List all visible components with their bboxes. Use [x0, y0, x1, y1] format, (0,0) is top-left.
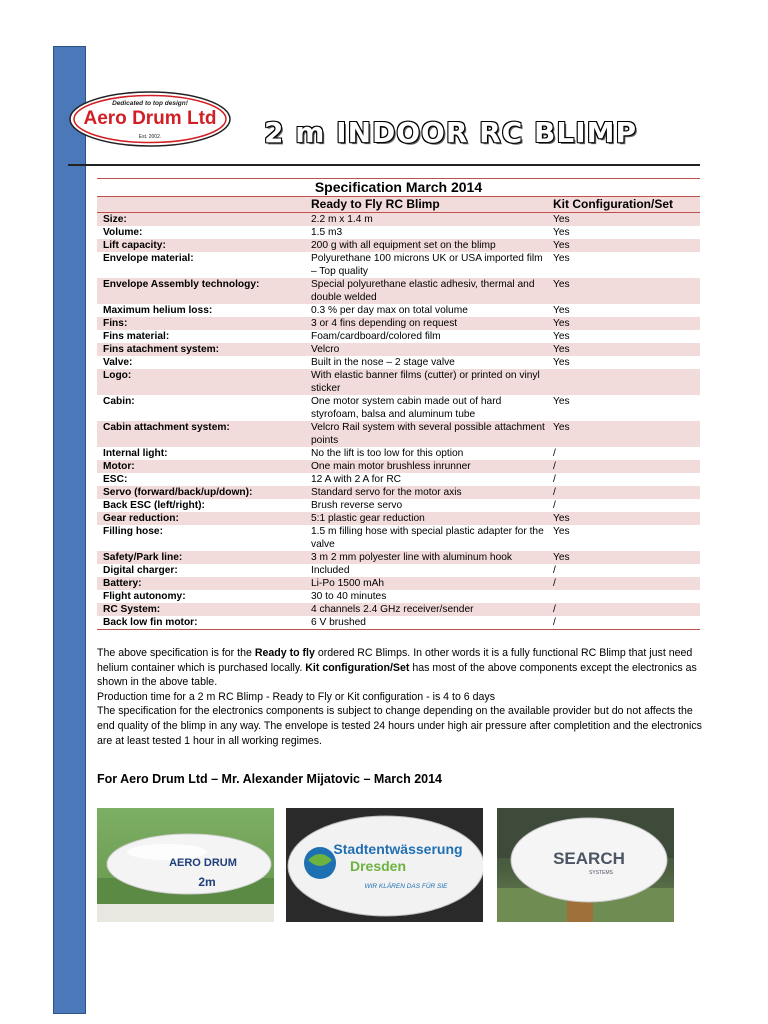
table-row: [97, 577, 700, 590]
table-row: [97, 499, 700, 512]
table-row: [97, 343, 700, 356]
row-label: Back low fin motor:: [97, 616, 305, 630]
note-text: ordered RC Blimps. In other words it is a fully functional RC Blimp that just need helium container which is purchased locally.: [97, 647, 693, 674]
row-label: Logo:: [97, 369, 305, 395]
row-label: Motor:: [97, 460, 305, 473]
header-divider: [68, 164, 700, 166]
photo-2-text-3: WIR KLÄREN DAS FÜR SIE: [364, 883, 448, 890]
blimp-photo-search-systems: [497, 808, 674, 922]
table-row: [97, 460, 700, 473]
row-label: Back ESC (left/right):: [97, 499, 305, 512]
row-kit-value: Yes: [547, 512, 700, 525]
table-row: [97, 252, 700, 278]
row-label: Envelope Assembly technology:: [97, 278, 305, 304]
row-label: Size:: [97, 213, 305, 227]
table-caption: Specification March 2014: [97, 179, 700, 197]
table-row: [97, 213, 700, 227]
table-row: [97, 590, 700, 603]
row-ready-to-fly-value: 30 to 40 minutes: [305, 590, 547, 603]
row-kit-value: /: [547, 486, 700, 499]
table-header-row: [97, 197, 700, 213]
table-row: [97, 603, 700, 616]
table-row: [97, 369, 700, 395]
table-row: [97, 525, 700, 551]
logo-tagline: Dedicated to top design!: [112, 100, 188, 107]
table-row: [97, 239, 700, 252]
table-row: [97, 616, 700, 630]
table-row: [97, 304, 700, 317]
sidebar-accent-bar: [53, 46, 86, 1014]
row-kit-value: Yes: [547, 525, 700, 551]
row-ready-to-fly-value: 3 m 2 mm polyester line with aluminum hook: [305, 551, 547, 564]
row-kit-value: /: [547, 499, 700, 512]
row-ready-to-fly-value: Polyurethane 100 microns UK or USA imported film – Top quality: [305, 252, 547, 278]
note-emphasis: Kit configuration/Set: [305, 661, 410, 674]
note-text: The above specification is for the: [97, 647, 255, 659]
row-label: Digital charger:: [97, 564, 305, 577]
row-label: Filling hose:: [97, 525, 305, 551]
photo-3-text-2: SYSTEMS: [589, 870, 613, 876]
table-row: [97, 486, 700, 499]
photo-2-text-2: Dresden: [349, 858, 407, 874]
row-ready-to-fly-value: Foam/cardboard/colored film: [305, 330, 547, 343]
specification-table: [97, 178, 700, 630]
row-ready-to-fly-value: One motor system cabin made out of hard styrofoam, balsa and aluminum tube: [305, 395, 547, 421]
row-ready-to-fly-value: 3 or 4 fins depending on request: [305, 317, 547, 330]
row-kit-value: Yes: [547, 330, 700, 343]
note-paragraph: [97, 646, 705, 690]
row-ready-to-fly-value: 4 channels 2.4 GHz receiver/sender: [305, 603, 547, 616]
row-ready-to-fly-value: Special polyurethane elastic adhesiv, thermal and double welded: [305, 278, 547, 304]
row-label: Maximum helium loss:: [97, 304, 305, 317]
row-ready-to-fly-value: With elastic banner films (cutter) or printed on vinyl sticker: [305, 369, 547, 395]
row-ready-to-fly-value: 1.5 m filling hose with special plastic adapter for the valve: [305, 525, 547, 551]
row-label: Fins:: [97, 317, 305, 330]
row-label: Cabin:: [97, 395, 305, 421]
row-label: Lift capacity:: [97, 239, 305, 252]
table-row: [97, 356, 700, 369]
row-ready-to-fly-value: 0.3 % per day max on total volume: [305, 304, 547, 317]
blimp-photo-aero-drum: [97, 808, 274, 922]
row-label: Servo (forward/back/up/down):: [97, 486, 305, 499]
row-ready-to-fly-value: Li-Po 1500 mAh: [305, 577, 547, 590]
table-row: [97, 278, 700, 304]
row-label: Fins material:: [97, 330, 305, 343]
row-kit-value: Yes: [547, 252, 700, 278]
row-ready-to-fly-value: Brush reverse servo: [305, 499, 547, 512]
row-ready-to-fly-value: 6 V brushed: [305, 616, 547, 630]
row-label: Envelope material:: [97, 252, 305, 278]
row-ready-to-fly-value: Velcro: [305, 343, 547, 356]
row-kit-value: /: [547, 616, 700, 630]
column-header-label: [97, 197, 305, 213]
row-ready-to-fly-value: Velcro Rail system with several possible attachment points: [305, 421, 547, 447]
table-row: [97, 317, 700, 330]
row-kit-value: [547, 369, 700, 395]
row-label: Volume:: [97, 226, 305, 239]
column-header-ready-to-fly: Ready to Fly RC Blimp: [305, 197, 547, 213]
row-ready-to-fly-value: 2.2 m x 1.4 m: [305, 213, 547, 227]
row-kit-value: Yes: [547, 213, 700, 227]
row-ready-to-fly-value: 5:1 plastic gear reduction: [305, 512, 547, 525]
row-kit-value: /: [547, 473, 700, 486]
table-body: [97, 213, 700, 630]
table-row: [97, 512, 700, 525]
row-ready-to-fly-value: 12 A with 2 A for RC: [305, 473, 547, 486]
blimp-photo-dresden: [286, 808, 483, 922]
table-caption-row: [97, 179, 700, 197]
logo-est: Est. 2002.: [138, 134, 162, 140]
photo-1-text-1: AERO DRUM: [169, 857, 237, 869]
row-kit-value: Yes: [547, 551, 700, 564]
row-kit-value: /: [547, 460, 700, 473]
table-row: [97, 421, 700, 447]
row-kit-value: /: [547, 564, 700, 577]
photo-2-text-1: Stadtentwässerung: [333, 841, 463, 857]
notes-section: [97, 646, 705, 748]
table-row: [97, 447, 700, 460]
page-title: 2 m INDOOR RC BLIMP: [264, 116, 638, 149]
table-row: [97, 564, 700, 577]
photo-1-text-2: 2m: [198, 875, 216, 889]
logo-name: Aero Drum Ltd: [83, 108, 217, 129]
row-kit-value: /: [547, 447, 700, 460]
row-kit-value: Yes: [547, 304, 700, 317]
row-kit-value: [547, 590, 700, 603]
row-ready-to-fly-value: 1.5 m3: [305, 226, 547, 239]
row-ready-to-fly-value: 200 g with all equipment set on the blimp: [305, 239, 547, 252]
row-ready-to-fly-value: Included: [305, 564, 547, 577]
row-label: Valve:: [97, 356, 305, 369]
note-electronics: The specification for the electronics components is subject to change depending on the available provider but do not affects the end quality of the blimp in any way. The envelope is tested 24 hours under high air pressure after completition and the electronics are at least tested 1 hour in all working regimes.: [97, 705, 702, 747]
row-label: Flight autonomy:: [97, 590, 305, 603]
row-label: Fins atachment system:: [97, 343, 305, 356]
row-label: Safety/Park line:: [97, 551, 305, 564]
row-kit-value: Yes: [547, 226, 700, 239]
row-kit-value: Yes: [547, 343, 700, 356]
table-row: [97, 473, 700, 486]
signature-line: For Aero Drum Ltd – Mr. Alexander Mijatovic – March 2014: [97, 772, 443, 786]
row-ready-to-fly-value: Built in the nose – 2 stage valve: [305, 356, 547, 369]
company-logo: [68, 90, 232, 148]
row-kit-value: Yes: [547, 421, 700, 447]
row-label: Gear reduction:: [97, 512, 305, 525]
photo-3-text-1: SEARCH: [553, 849, 625, 868]
row-ready-to-fly-value: Standard servo for the motor axis: [305, 486, 547, 499]
table-row: [97, 226, 700, 239]
row-ready-to-fly-value: No the lift is too low for this option: [305, 447, 547, 460]
row-kit-value: Yes: [547, 395, 700, 421]
table-row: [97, 395, 700, 421]
note-production-time: Production time for a 2 m RC Blimp - Ready to Fly or Kit configuration - is 4 to 6 days: [97, 690, 496, 703]
table-row: [97, 551, 700, 564]
row-kit-value: /: [547, 603, 700, 616]
row-label: ESC:: [97, 473, 305, 486]
row-kit-value: /: [547, 577, 700, 590]
row-ready-to-fly-value: One main motor brushless inrunner: [305, 460, 547, 473]
row-label: Internal light:: [97, 447, 305, 460]
row-kit-value: Yes: [547, 356, 700, 369]
note-emphasis: Ready to fly: [254, 647, 315, 659]
column-header-kit: Kit Configuration/Set: [547, 197, 700, 213]
row-kit-value: Yes: [547, 239, 700, 252]
row-kit-value: Yes: [547, 278, 700, 304]
row-label: Battery:: [97, 577, 305, 590]
row-label: Cabin attachment system:: [97, 421, 305, 447]
row-kit-value: Yes: [547, 317, 700, 330]
note-text: has most of the above components except the electronics as shown in the above table.: [97, 661, 697, 689]
row-label: RC System:: [97, 603, 305, 616]
table-row: [97, 330, 700, 343]
